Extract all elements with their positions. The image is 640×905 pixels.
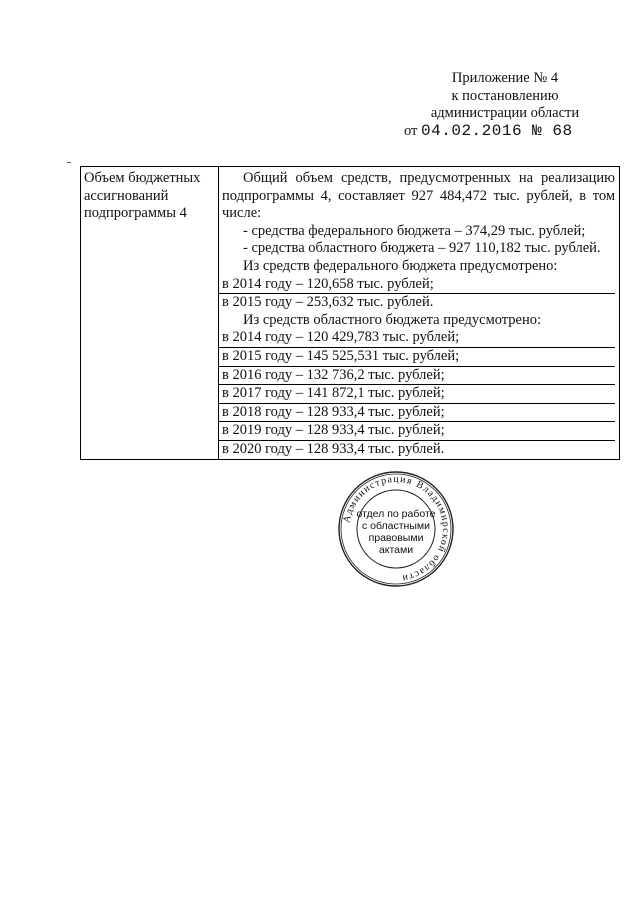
regional-year-item: в 2018 году – 128 933,4 тыс. рублей; (219, 403, 615, 422)
regional-year-item: в 2016 году – 132 736,2 тыс. рублей; (219, 366, 615, 385)
appendix-subtitle: к постановлению (451, 87, 559, 104)
total-summary: Общий объем средств, предусмотренных на реализацию подпрограммы 4, составляет 927 484,472 тыс. рублей, в том числе: (222, 170, 615, 222)
appendix-authority: администрации области (430, 105, 580, 121)
regional-year-item: в 2020 году – 128 933,4 тыс. рублей. (219, 440, 615, 459)
stamp-center (337, 508, 455, 556)
row-label-cell (81, 167, 219, 460)
appendix-header (400, 70, 610, 140)
stamp-ring-text: Администрация Владимирской области (341, 473, 452, 584)
official-stamp (337, 470, 455, 588)
regional-heading: Из средств областного бюджета предусмотрено: (243, 311, 542, 328)
order-prefix: от (404, 122, 418, 139)
margin-mark (67, 162, 71, 163)
stamp-line: с областными (361, 520, 430, 532)
regional-year-item: в 2017 году – 141 872,1 тыс. рублей; (219, 384, 615, 403)
budget-row (81, 167, 620, 460)
row-content-cell (219, 167, 620, 460)
stamp-line: правовыми (368, 532, 424, 544)
budget-table (80, 166, 620, 460)
federal-total: - средства федерального бюджета – 374,29 тыс. рублей; (243, 222, 586, 239)
order-reference (404, 123, 610, 141)
stamp-line: отдел по работе (356, 508, 436, 520)
regional-year-item: в 2015 году – 145 525,531 тыс. рублей; (219, 347, 615, 366)
row-label: Объем бюджетных ассигнований подпрограммы 4 (84, 170, 201, 222)
stamp-line: актами (378, 544, 414, 556)
federal-year-item: в 2015 году – 253,632 тыс. рублей. (219, 293, 615, 312)
regional-year-item: в 2014 году – 120 429,783 тыс. рублей; (222, 329, 460, 346)
federal-year-item: в 2014 году – 120,658 тыс. рублей; (222, 275, 434, 292)
regional-year-item: в 2019 году – 128 933,4 тыс. рублей; (219, 421, 615, 440)
appendix-title: Приложение № 4 (451, 70, 559, 86)
federal-heading: Из средств федерального бюджета предусмотрено: (243, 257, 558, 274)
regional-total: - средства областного бюджета – 927 110,182 тыс. рублей. (243, 240, 601, 257)
order-date-number: 04.02.2016 № 68 (421, 121, 573, 140)
